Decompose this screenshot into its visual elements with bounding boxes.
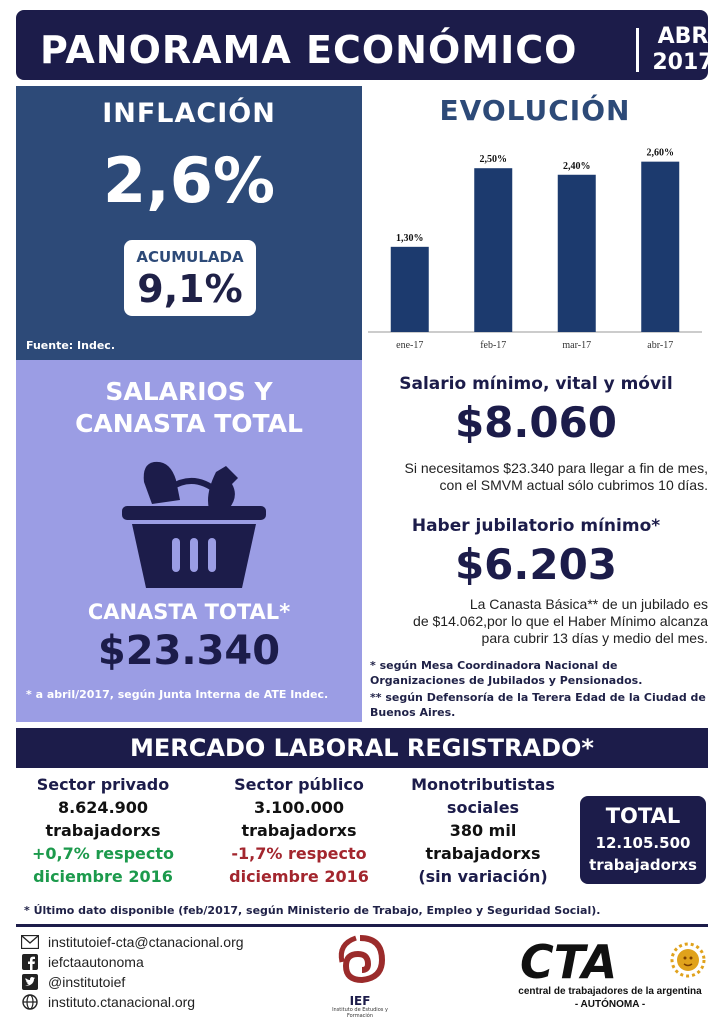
facebook-icon (20, 953, 40, 971)
header-year: 2017 (652, 50, 714, 75)
pension-title: Haber jubilatorio mínimo* (411, 516, 661, 536)
smvm-title: Salario mínimo, vital y móvil (399, 374, 673, 394)
inflation-value: 2,6% (103, 144, 275, 217)
monotributistas-column (398, 773, 568, 888)
footer-divider (16, 924, 708, 927)
bar-feb-17 (474, 168, 512, 332)
pension-text-line3: para cubrir 13 días y medio del mes. (481, 630, 708, 646)
evolution-title: EVOLUCIÓN (439, 94, 631, 127)
header-date (648, 24, 718, 76)
inflation-source: Fuente: Indec. (26, 339, 115, 352)
smvm-text (364, 460, 708, 494)
labor-title: MERCADO LABORAL REGISTRADO* (130, 734, 594, 762)
data-label-ene-17: 1,30% (396, 232, 424, 244)
cta-wordmark: CTA (520, 938, 618, 986)
public-change-line2: diciembre 2016 (229, 867, 369, 886)
salaries-title-line1: SALARIOS Y (105, 377, 273, 406)
bar-abr-17 (641, 162, 679, 332)
header-month: ABR (657, 24, 709, 49)
pension-text (364, 596, 708, 647)
footnote-pensioners: * según Mesa Coordinadora Nacional de Organizaciones de Jubilados y Pensionados. (370, 659, 643, 687)
page-title: PANORAMA ECONÓMICO (40, 28, 578, 72)
data-label-feb-17: 2,50% (479, 154, 507, 166)
basket-note: * a abril/2017, según Junta Interna de ATE Indec. (26, 688, 329, 701)
basket-label: CANASTA TOTAL* (87, 600, 291, 624)
twitter-icon (20, 973, 40, 991)
mono-unit: trabajadorxs (425, 844, 541, 863)
header-divider (636, 28, 639, 72)
public-sector-column (214, 773, 384, 888)
accumulated-value: 9,1% (137, 267, 243, 311)
cta-logo (520, 938, 710, 986)
contact-web[interactable] (20, 993, 195, 1011)
web-link[interactable]: instituto.ctanacional.org (48, 994, 196, 1010)
public-heading: Sector público (234, 775, 364, 794)
pension-text-line1: La Canasta Básica** de un jubilado es (469, 596, 708, 612)
data-label-abr-17: 2,60% (646, 147, 674, 159)
evolution-chart (362, 136, 708, 360)
contact-facebook[interactable] (20, 953, 144, 971)
data-label-mar-17: 2,40% (563, 160, 591, 172)
basket-icon (114, 452, 274, 592)
bar-mar-17 (558, 175, 596, 332)
labor-footnote: * Último dato disponible (feb/2017, según Ministerio de Trabajo, Empleo y Seguridad Social). (24, 904, 601, 917)
labor-banner (16, 728, 708, 768)
accumulated-label: ACUMULADA (136, 248, 244, 266)
globe-icon (20, 993, 40, 1011)
cta-subtitle: central de trabajadores de la argentina (518, 986, 702, 997)
private-change-line2: diciembre 2016 (33, 867, 173, 886)
tick-label-mar-17: mar-17 (562, 340, 592, 351)
header-banner (16, 10, 714, 80)
tick-label-feb-17: feb-17 (480, 340, 507, 351)
ief-subtitle: Instituto de Estudios y Formación (332, 1007, 388, 1019)
private-sector-column (18, 773, 188, 888)
mono-heading-line1: Monotributistas (411, 775, 555, 794)
smvm-text-line1: Si necesitamos $23.340 para llegar a fin de mes, (404, 460, 708, 476)
mono-number: 380 mil (449, 821, 517, 840)
salaries-title-line2: CANASTA TOTAL (75, 409, 303, 438)
basket-value: $23.340 (97, 628, 281, 674)
private-change-line1: +0,7% respecto (31, 844, 175, 863)
mono-change: (sin variación) (418, 867, 548, 886)
bar-ene-17 (391, 247, 429, 332)
tick-label-ene-17: ene-17 (396, 340, 424, 351)
public-number: 3.100.000 (253, 798, 345, 817)
accumulated-box (124, 240, 256, 316)
contact-email[interactable] (20, 933, 244, 951)
total-label: TOTAL (605, 804, 681, 828)
private-heading: Sector privado (36, 775, 170, 794)
public-change-line1: -1,7% respecto (231, 844, 367, 863)
evolution-chart-svg (362, 136, 708, 360)
pension-text-line2: de $14.062,por lo que el Haber Mínimo alcanza (413, 613, 708, 629)
total-value: 12.105.500 (595, 834, 691, 852)
pension-value: $6.203 (454, 540, 618, 589)
smvm-value: $8.060 (454, 398, 618, 447)
envelope-icon (20, 933, 40, 951)
salaries-title (16, 376, 362, 440)
tick-label-abr-17: abr-17 (647, 340, 674, 351)
cta-autonoma: - AUTÓNOMA - (574, 999, 646, 1010)
footnote-ombudsman: ** según Defensoría de la Terera Edad de la Ciudad de Buenos Aires. (370, 691, 706, 719)
sun-icon (672, 944, 704, 976)
private-number: 8.624.900 (57, 798, 149, 817)
email-link[interactable]: institutoief-cta@ctanacional.org (48, 934, 244, 950)
contact-twitter[interactable] (20, 973, 125, 991)
inflation-title: INFLACIÓN (102, 98, 276, 129)
facebook-link[interactable]: iefctaautonoma (48, 954, 144, 970)
ief-name: IEF (349, 994, 371, 1008)
total-box (580, 796, 706, 884)
private-unit: trabajadorxs (45, 821, 161, 840)
total-unit: trabajadorxs (589, 856, 697, 874)
smvm-text-line2: con el SMVM actual sólo cubrimos 10 días. (439, 477, 708, 493)
twitter-link[interactable]: @institutoief (48, 974, 126, 990)
public-unit: trabajadorxs (241, 821, 357, 840)
inflation-panel (16, 86, 362, 360)
mono-heading-line2: sociales (446, 798, 520, 817)
salaries-panel (16, 360, 362, 722)
